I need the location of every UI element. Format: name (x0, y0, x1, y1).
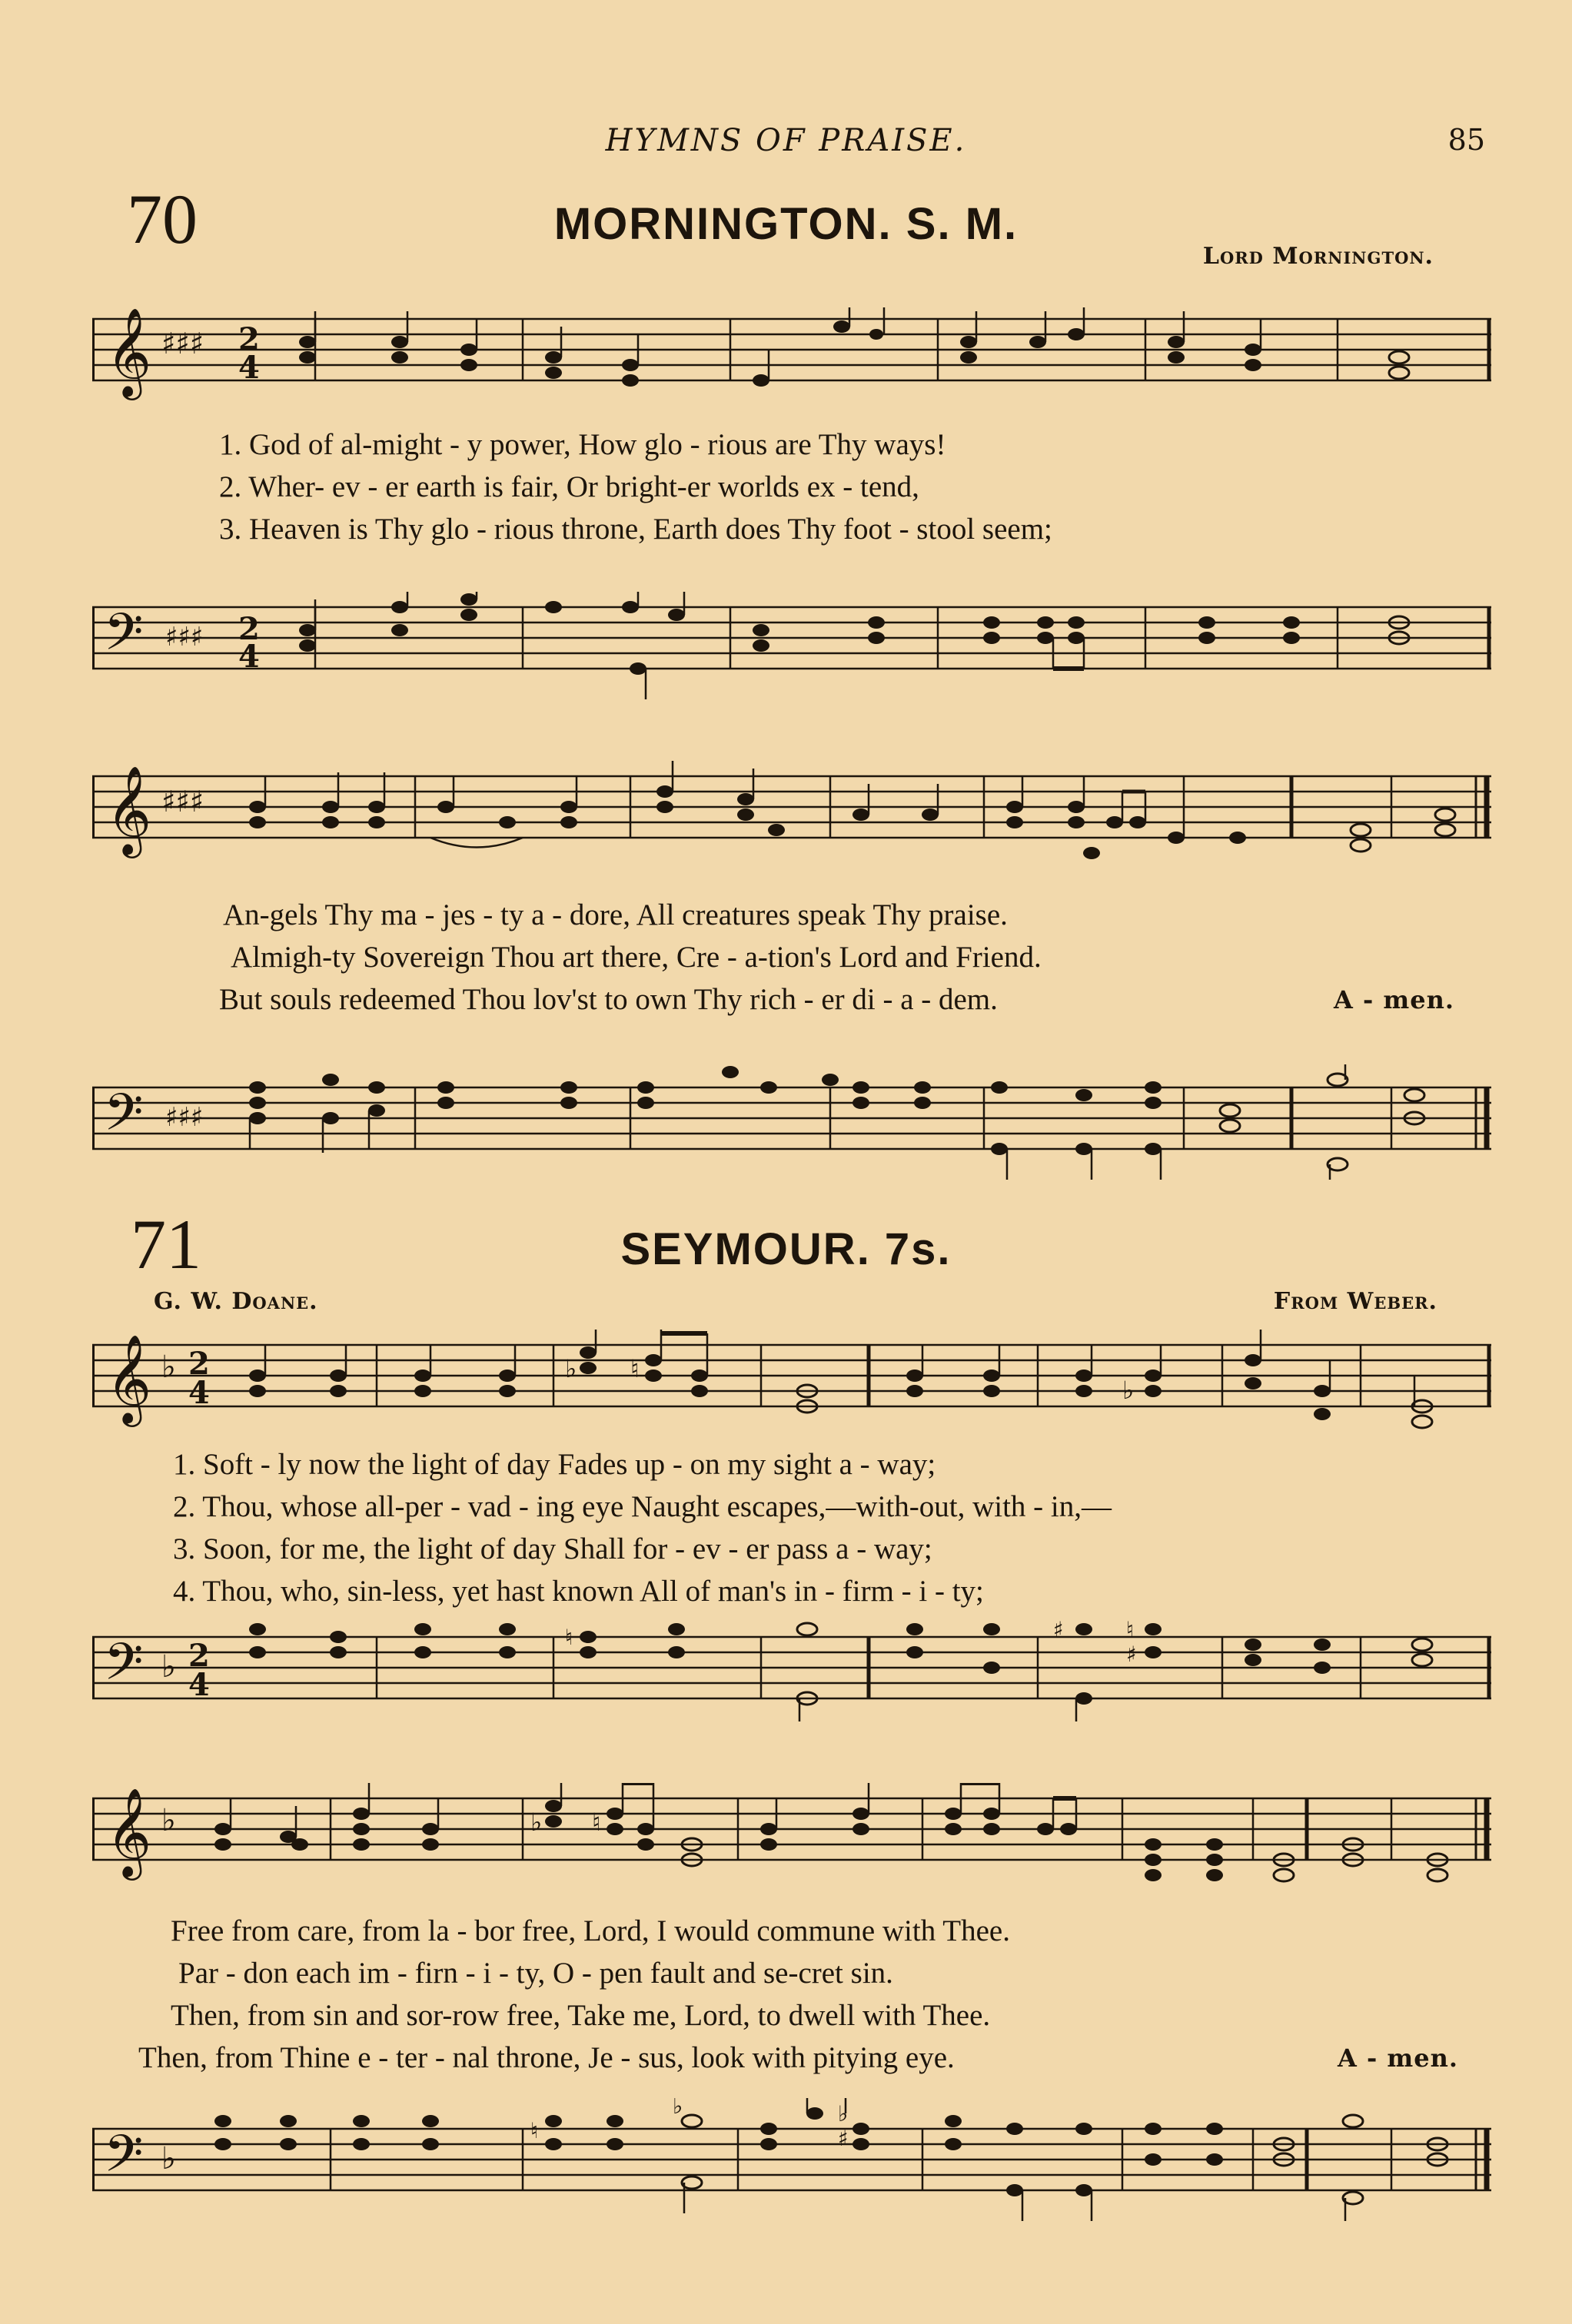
verse-line: Then, from Thine e - ter - nal throne, Je - sus, look with pitying eye. (138, 2041, 955, 2074)
svg-text:♭: ♭ (161, 1350, 176, 1385)
svg-text:4: 4 (238, 639, 260, 675)
svg-text:♯♯♯: ♯♯♯ (165, 622, 204, 652)
treble-staff (92, 307, 1491, 407)
page-number: 85 (1447, 123, 1485, 157)
hymn-number: 71 (131, 1205, 201, 1283)
svg-text:♯: ♯ (838, 2126, 849, 2151)
bass-staff (92, 1064, 1491, 1180)
verse-line: But souls redeemed Thou lov'st to own Thy rich - er di - a - dem. (219, 983, 998, 1016)
svg-text:♯: ♯ (1126, 1642, 1137, 1667)
svg-text:2: 2 (188, 1638, 210, 1674)
svg-text:♮: ♮ (630, 1354, 640, 1383)
bass-staff (92, 2098, 1491, 2221)
svg-text:4: 4 (188, 1375, 210, 1411)
svg-text:𝄞: 𝄞 (106, 765, 152, 855)
svg-text:♭: ♭ (673, 2098, 683, 2119)
verse-line: 3. Soon, for me, the light of day Shall for - ev - er pass a - way; (173, 1532, 932, 1565)
verse-line: 1. God of al-might - y power, How glo - rious are Thy ways! (219, 428, 946, 461)
svg-text:𝄞: 𝄞 (106, 307, 152, 397)
treble-staff (92, 761, 1491, 868)
verse-line: 2. Thou, whose all-per - vad - ing eye Naught escapes,—with-out, with - in,— (173, 1490, 1112, 1523)
amen-label: A - men. (1334, 985, 1455, 1014)
svg-text:♮: ♮ (592, 1808, 601, 1837)
svg-text:𝄢: 𝄢 (104, 1083, 144, 1154)
verse-line: 4. Thou, who, sin-less, yet hast known All of man's in - firm - i - ty; (173, 1575, 984, 1608)
svg-text:♭: ♭ (838, 2101, 849, 2126)
svg-text:♭: ♭ (161, 1803, 176, 1838)
verse-line: 2. Wher- ev - er earth is fair, Or bright-er worlds ex - tend, (219, 470, 919, 503)
svg-text:♯♯♯: ♯♯♯ (165, 1102, 204, 1133)
svg-text:2: 2 (188, 1346, 210, 1382)
svg-text:𝄢: 𝄢 (104, 1632, 144, 1704)
composer-credit: Lord Mornington. (1202, 243, 1434, 270)
svg-text:4: 4 (188, 1667, 210, 1703)
bass-staff (92, 592, 1491, 699)
svg-text:2: 2 (238, 611, 260, 647)
verse-line: Par - don each im - firn - i - ty, O - pen fault and se-cret sin. (178, 1957, 893, 1990)
svg-text:♯♯♯: ♯♯♯ (161, 327, 204, 360)
verse-line: 3. Heaven is Thy glo - rious throne, Earth does Thy foot - stool seem; (219, 513, 1052, 546)
svg-text:𝄢: 𝄢 (104, 603, 144, 674)
treble-staff (92, 1330, 1491, 1437)
svg-text:𝄞: 𝄞 (106, 1787, 152, 1877)
svg-text:♮: ♮ (1126, 1617, 1135, 1642)
svg-text:♯: ♯ (1053, 1617, 1064, 1642)
verse-line: 1. Soft - ly now the light of day Fades up - on my sight a - way; (173, 1448, 936, 1481)
verse-line: Free from care, from la - bor free, Lord, I would commune with Thee. (171, 1914, 1010, 1947)
svg-text:𝄞: 𝄞 (106, 1333, 152, 1423)
verse-line: Almigh-ty Sovereign Thou art there, Cre - a-tion's Lord and Friend. (231, 941, 1042, 974)
svg-text:♯♯♯: ♯♯♯ (161, 785, 204, 818)
verse-line: An-gels Thy ma - jes - ty a - dore, All creatures speak Thy praise. (223, 898, 1008, 931)
svg-text:♮: ♮ (565, 1625, 573, 1650)
tune-title: MORNINGTON. S. M. (553, 199, 1019, 249)
treble-staff (92, 1783, 1491, 1891)
svg-text:♭: ♭ (565, 1354, 577, 1383)
svg-text:♭: ♭ (161, 1649, 176, 1685)
running-head: HYMNS OF PRAISE. (605, 123, 967, 158)
svg-text:4: 4 (238, 350, 260, 386)
composer-credit: From Weber. (1273, 1288, 1437, 1315)
author-credit: G. W. Doane. (154, 1288, 318, 1315)
svg-text:♭: ♭ (1122, 1376, 1135, 1405)
svg-text:♭: ♭ (530, 1808, 543, 1837)
tune-title: SEYMOUR. 7s. (620, 1224, 952, 1274)
svg-text:𝄢: 𝄢 (104, 2124, 144, 2196)
svg-text:♭: ♭ (161, 2141, 176, 2176)
bass-staff (92, 1614, 1491, 1721)
svg-text:♮: ♮ (530, 2118, 539, 2143)
hymn-number: 70 (127, 180, 198, 258)
amen-label: A - men. (1338, 2043, 1459, 2073)
verse-line: Then, from sin and sor-row free, Take me, Lord, to dwell with Thee. (171, 1999, 991, 2032)
svg-text:2: 2 (238, 321, 260, 357)
